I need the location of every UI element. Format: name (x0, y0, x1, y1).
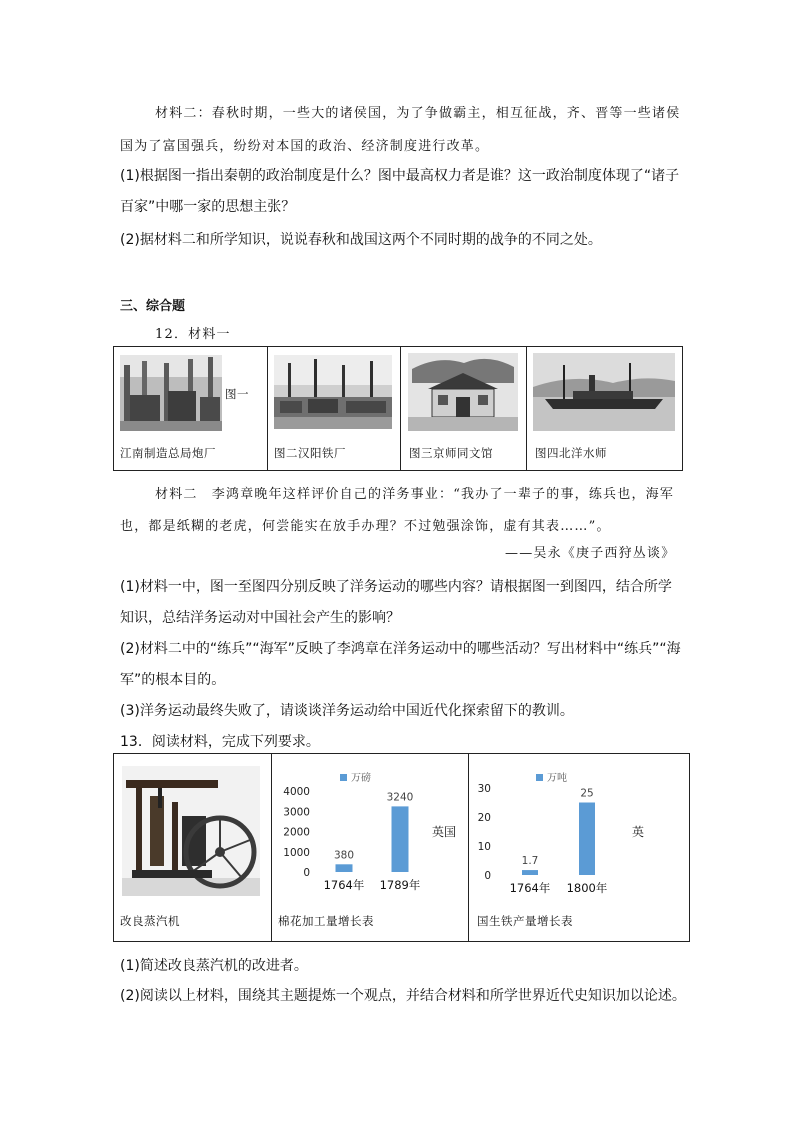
y-tick-label: 4000 (283, 786, 310, 798)
q13-cell-cotton-chart (272, 754, 469, 942)
photo-hanyang-ironworks (274, 355, 392, 429)
x-tick-label: 1789年 (379, 878, 421, 892)
iron-chart (469, 754, 689, 904)
q12-question1-line1: (1)材料一中，图一至图四分别反映了洋务运动的哪些内容？请根据图一到图四，结合所学 (120, 579, 672, 595)
y-tick-label: 3000 (283, 806, 310, 819)
q12-question3: (3)洋务运动最终失败了，请谈谈洋务运动给中国近代化探索留下的教训。 (120, 703, 574, 719)
cotton-chart (272, 754, 468, 904)
caption-steam-engine: 改良蒸汽机 (120, 914, 180, 928)
q12-cell-jiangnan (114, 347, 268, 471)
caption-cotton-chart: 棉花加工量增长表 (278, 914, 374, 928)
q12-question1-line2: 知识，总结洋务运动对中国社会产生的影响？ (120, 610, 400, 626)
data-label: 1.7 (521, 855, 539, 868)
y-tick-label: 20 (477, 812, 491, 824)
q11-question1-line1: (1)根据图一指出秦朝的政治制度是什么？图中最高权力者是谁？这一政治制度体现了“诸子 (120, 168, 680, 184)
q12-material2-line2: 也，都是纸糊的老虎，何尝能实在放手办理？不过勉强涂饰，虚有其表……”。 (120, 519, 611, 534)
caption-jiangnan: 江南制造总局炮厂 (120, 446, 216, 460)
y-tick-label: 2000 (283, 826, 310, 839)
q12-material1-label: 12．材料一 (155, 327, 231, 342)
bar (579, 803, 595, 876)
q12-cell-tongwenguan (401, 347, 527, 471)
q12-material2-line1: 材料二 李鸿章晚年这样评价自己的洋务事业：“我办了一辈子的事，练兵也，海军 (155, 487, 675, 502)
q13-intro: 13．阅读材料，完成下列要求。 (120, 734, 320, 750)
photo-tongwenguan (408, 353, 518, 431)
y-tick-label: 30 (477, 783, 491, 795)
y-tick-label: 0 (484, 870, 491, 882)
legend-swatch (536, 774, 543, 781)
legend-label: 万吨 (547, 773, 567, 784)
q12-cell-hanyang (268, 347, 401, 471)
q12-question2-line1: (2)材料二中的“练兵”“海军”反映了李鸿章在洋务运动中的哪些活动？写出材料中“练兵”“海 (120, 641, 681, 657)
fig1-label: 图一 (225, 387, 249, 401)
country-label: 英 (632, 825, 645, 839)
x-tick-label: 1800年 (566, 881, 608, 895)
data-label: 3240 (386, 791, 414, 804)
q12-source: ——吴永《庚子西狩丛谈》 (505, 546, 676, 561)
bar (392, 806, 409, 872)
caption-iron-chart: 国生铁产量增长表 (477, 914, 573, 928)
data-label: 380 (333, 849, 355, 862)
q12-question2-line2: 军”的根本目的。 (120, 672, 226, 688)
section-title: 三、综合题 (120, 299, 186, 314)
bar (336, 864, 353, 872)
q11-material2-line1: 材料二：春秋时期，一些大的诸侯国，为了争做霸主，相互征战，齐、晋等一些诸侯 (155, 106, 681, 121)
photo-steam-engine (122, 766, 260, 896)
q12-cell-beiyang (527, 347, 683, 471)
q11-question2: (2)据材料二和所学知识，说说春秋和战国这两个不同时期的战争的不同之处。 (120, 232, 602, 248)
q11-material2-line2: 国为了富国强兵，纷纷对本国的政治、经济制度进行改革。 (120, 139, 490, 154)
caption-hanyang: 图二汉阳铁厂 (274, 446, 346, 460)
legend-swatch (340, 774, 347, 781)
y-tick-label: 10 (477, 841, 491, 853)
caption-beiyang: 图四北洋水师 (535, 446, 607, 460)
bar (522, 870, 538, 875)
q13-table (113, 753, 690, 942)
data-label: 25 (580, 787, 594, 800)
y-tick-label: 0 (303, 867, 310, 879)
q11-question1-line2: 百家”中哪一家的思想主张？ (120, 199, 296, 215)
q13-cell-steam-engine (114, 754, 272, 942)
country-label: 英国 (432, 825, 457, 839)
q12-image-table (113, 346, 683, 471)
y-tick-label: 1000 (283, 846, 310, 859)
x-tick-label: 1764年 (509, 881, 551, 895)
legend-label: 万磅 (351, 773, 371, 784)
caption-tongwenguan: 图三京师同文馆 (409, 446, 493, 460)
q13-question2: (2)阅读以上材料，围绕其主题提炼一个观点，并结合材料和所学世界近代史知识加以论述。 (120, 988, 686, 1004)
photo-jiangnan-arsenal (120, 355, 222, 431)
photo-beiyang-fleet (533, 353, 675, 431)
x-tick-label: 1764年 (323, 878, 365, 892)
q13-cell-iron-chart (469, 754, 690, 942)
q13-question1: (1)简述改良蒸汽机的改进者。 (120, 958, 308, 974)
